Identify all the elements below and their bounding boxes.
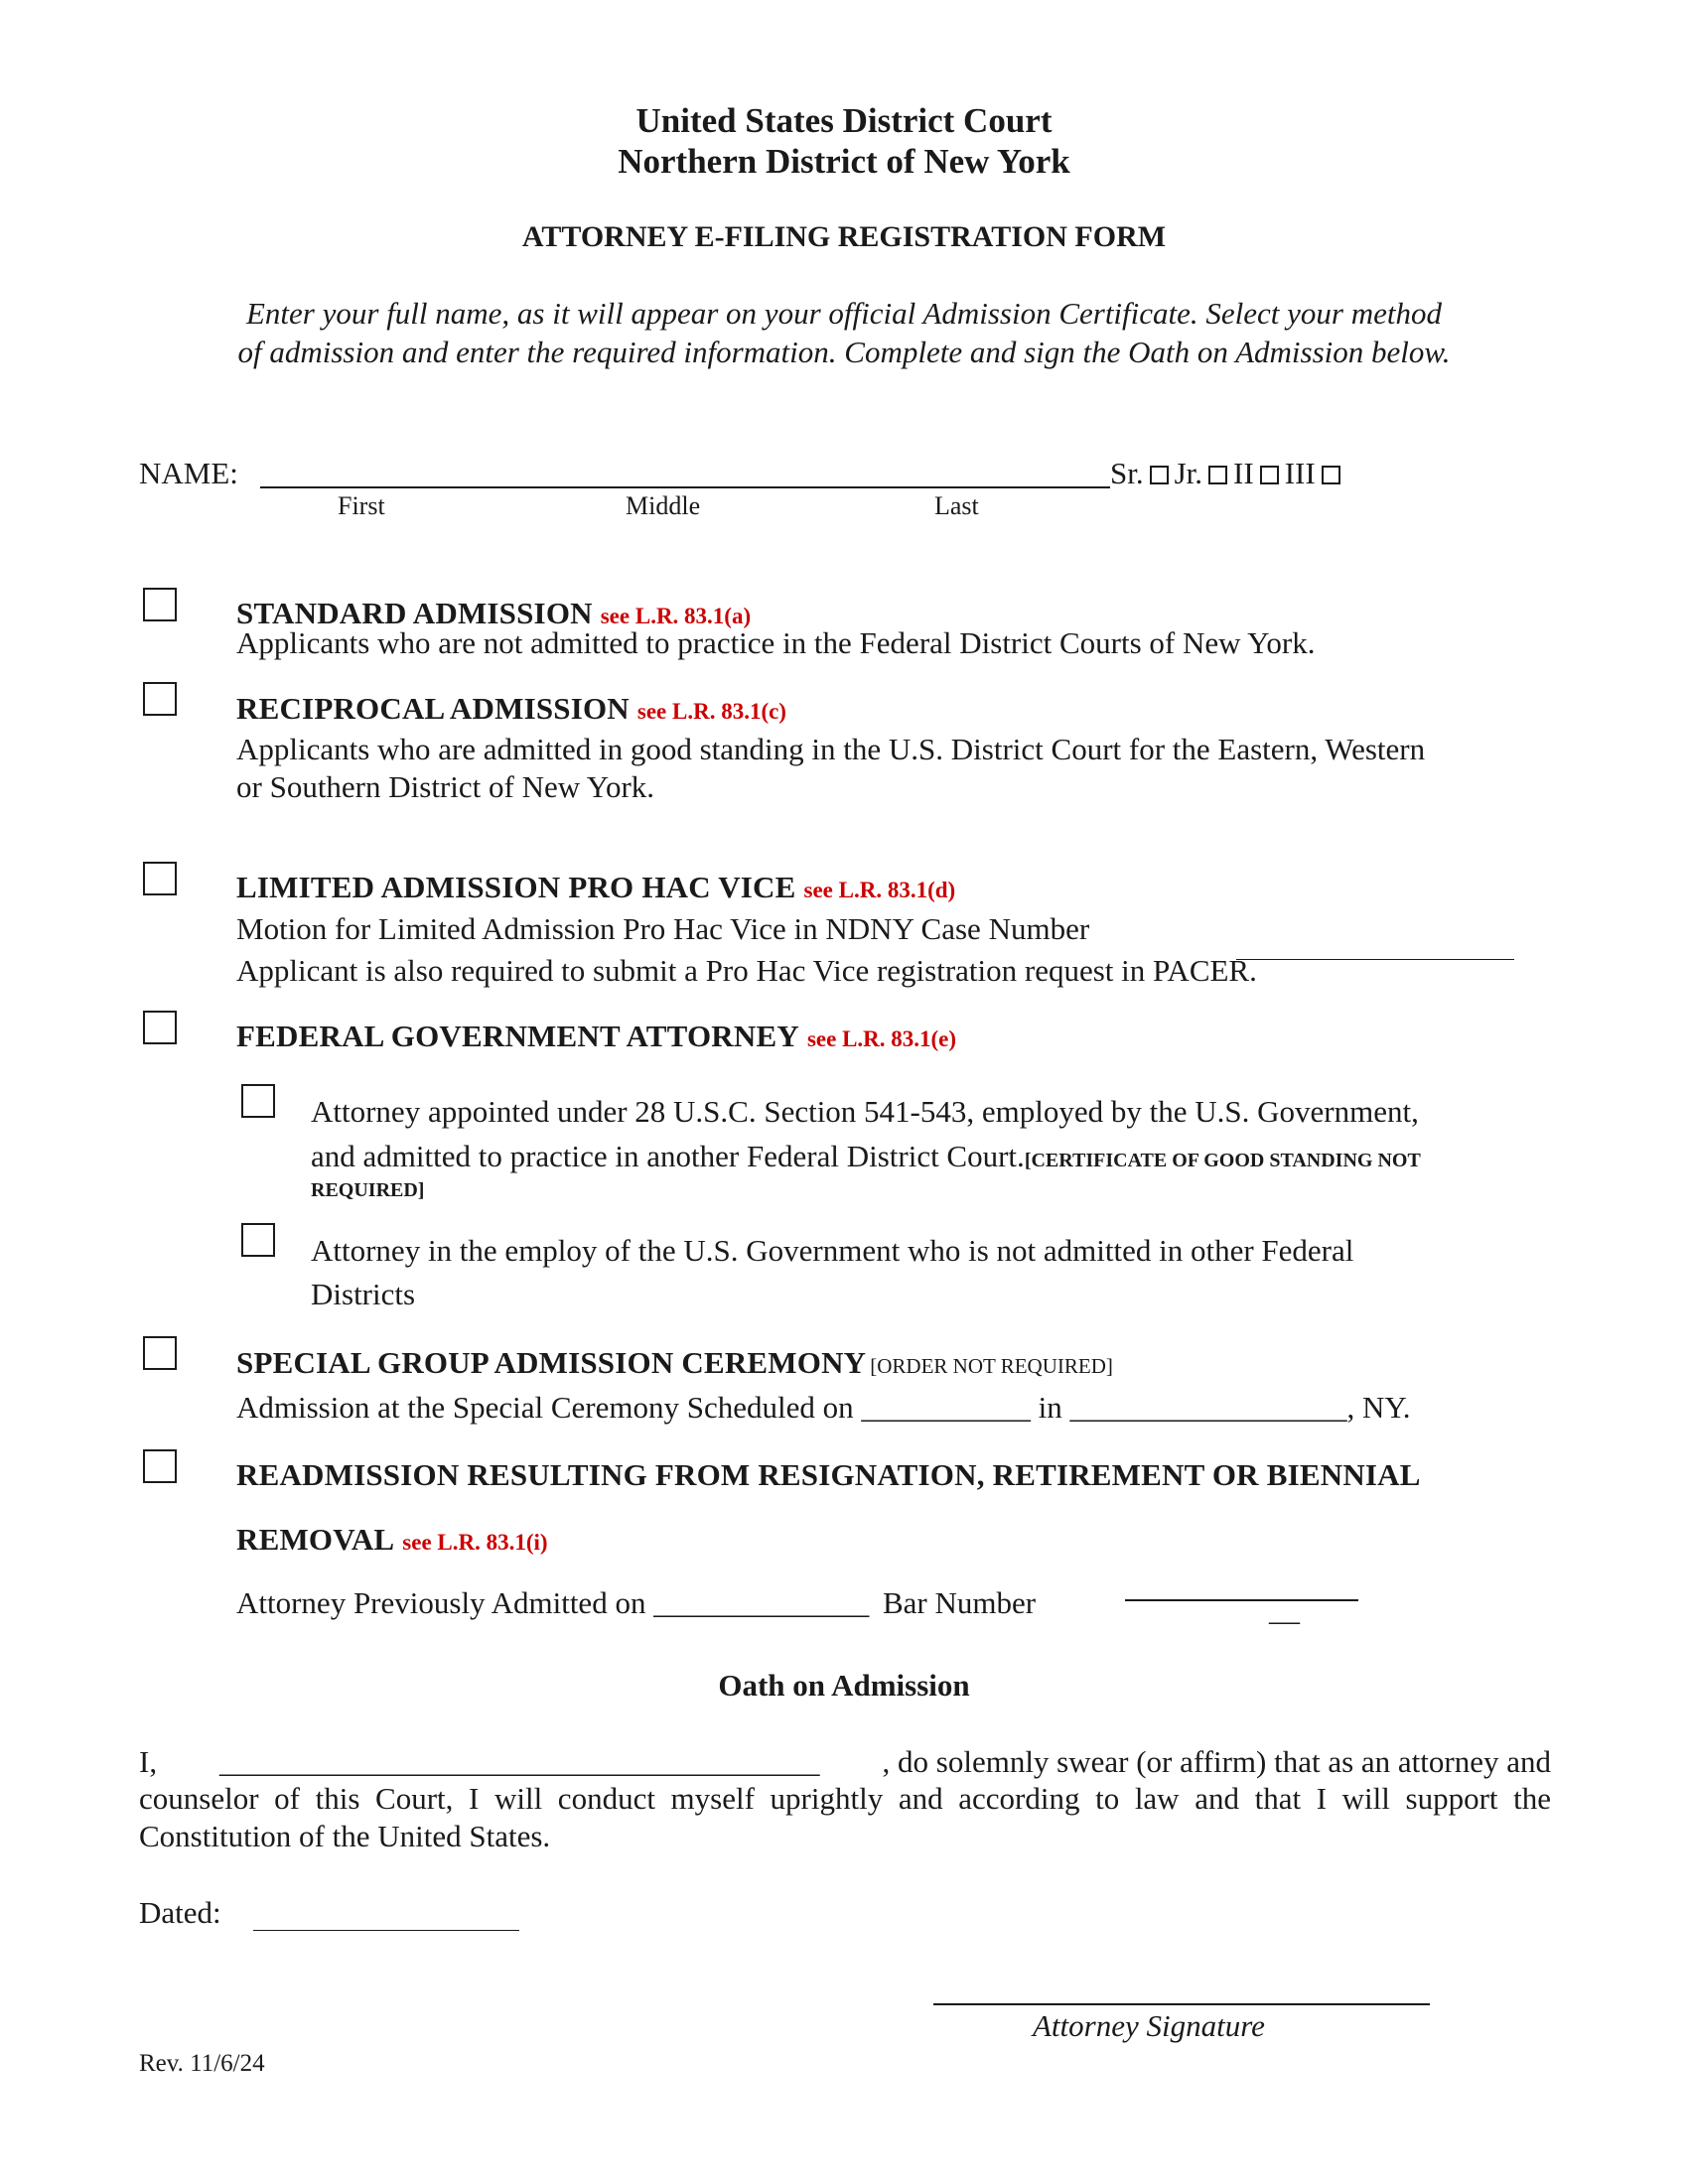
federal-sub1-note: [CERTIFICATE OF GOOD STANDING NOT [1024,1150,1421,1171]
special-ceremony-in: in [1038,1390,1062,1425]
dated-input[interactable] [253,1930,519,1931]
bar-number-tail: __ [1269,1592,1300,1627]
instructions-line-1: Enter your full name, as it will appear on your official Admission Certificate. Select your method [246,296,1442,331]
suffix-ii-checkbox[interactable] [1260,466,1279,484]
readmission-title-2 [236,1522,548,1558]
pro-hac-vice-ref: see L.R. 83.1(d) [803,878,956,902]
suffix-iii-label: III [1284,456,1316,490]
name-input[interactable] [260,456,1104,485]
federal-attorney-ref: see L.R. 83.1(e) [806,1026,957,1051]
federal-sub2-line-1: Attorney in the employ of the U.S. Government who is not admitted in other Federal [311,1233,1354,1268]
suffix-iii-checkbox[interactable] [1322,466,1340,484]
federal-attorney-heading: FEDERAL GOVERNMENT ATTORNEY [236,1019,799,1053]
name-first-label: First [338,491,385,520]
reciprocal-admission-ref: see L.R. 83.1(c) [636,699,786,724]
standard-admission-checkbox[interactable] [143,588,177,621]
special-ceremony-title [236,1345,1113,1381]
reciprocal-admission-heading: RECIPROCAL ADMISSION [236,691,630,726]
federal-sub2-checkbox[interactable] [241,1223,275,1257]
ceremony-date-input[interactable]: ___________ [861,1390,1031,1425]
oath-line-3: Constitution of the United States. [139,1819,551,1853]
special-ceremony-checkbox[interactable] [143,1336,177,1370]
federal-sub1-note-cont: REQUIRED] [311,1179,425,1201]
signature-line[interactable] [933,2003,1430,2005]
pro-hac-vice-desc-2: Applicant is also required to submit a Pro Hac Vice registration request in PACER. [236,953,1257,988]
federal-sub1-line-2 [311,1139,1421,1174]
name-suffix-group [1110,456,1346,491]
oath-name-input[interactable]: _______________________________________ [219,1744,820,1779]
special-ceremony-desc [236,1390,1411,1426]
pro-hac-vice-checkbox[interactable] [143,862,177,895]
readmission-heading-1: READMISSION RESULTING FROM RESIGNATION, RETIREMENT OR BIENNIAL [236,1457,1421,1492]
reciprocal-admission-desc-2: or Southern District of New York. [236,769,655,804]
pro-hac-vice-heading: LIMITED ADMISSION PRO HAC VICE [236,870,796,904]
court-district: Northern District of New York [618,142,1070,181]
signature-label: Attorney Signature [1033,2008,1265,2043]
suffix-jr-label: Jr. [1174,456,1203,490]
case-number-underline[interactable] [1236,959,1514,960]
reciprocal-admission-title [236,691,786,727]
federal-attorney-title [236,1019,956,1054]
reciprocal-admission-checkbox[interactable] [143,682,177,716]
federal-attorney-checkbox[interactable] [143,1011,177,1044]
instructions-line-2: of admission and enter the required information. Complete and sign the Oath on Admission below. [237,335,1451,369]
oath-title: Oath on Admission [718,1668,970,1703]
readmission-prev-label: Attorney Previously Admitted on [236,1585,646,1620]
pro-hac-vice-title [236,870,955,905]
readmission-ref: see L.R. 83.1(i) [402,1530,548,1555]
dated-label: Dated: [139,1895,221,1930]
standard-admission-heading: STANDARD ADMISSION [236,596,593,630]
standard-admission-desc: Applicants who are not admitted to practice in the Federal District Courts of New York. [236,625,1316,660]
oath-line-1-rest: , do solemnly swear (or affirm) that as an attorney and [882,1744,1551,1779]
bar-number-label: Bar Number [882,1585,1037,1620]
oath-line-1 [139,1744,1551,1780]
name-last-label: Last [934,491,979,520]
revision-label: Rev. 11/6/24 [139,2050,265,2077]
court-name: United States District Court [635,101,1053,140]
oath-prefix: I, [139,1744,158,1779]
suffix-ii-label: II [1233,456,1254,490]
name-label: NAME: [139,456,238,490]
standard-admission-ref: see L.R. 83.1(a) [600,604,752,628]
federal-sub2-line-2: Districts [311,1277,416,1311]
name-underline [260,486,1110,488]
readmission-desc [236,1585,1036,1621]
name-middle-label: Middle [626,491,701,520]
readmission-heading-2: REMOVAL [236,1522,395,1557]
oath-line-2: counselor of this Court, I will conduct myself uprightly and according to law and that I will support the [139,1781,1551,1816]
bar-number-input[interactable] [1125,1599,1358,1601]
special-ceremony-suffix: , NY. [1346,1390,1411,1425]
previous-admission-date-input[interactable]: ______________ [653,1585,870,1620]
pro-hac-vice-desc-1: Motion for Limited Admission Pro Hac Vice in NDNY Case Number [236,911,1090,946]
special-ceremony-heading: SPECIAL GROUP ADMISSION CEREMONY [236,1345,867,1380]
special-ceremony-note: [ORDER NOT REQUIRED] [870,1354,1113,1378]
reciprocal-admission-desc-1: Applicants who are admitted in good standing in the U.S. District Court for the Eastern, Western [236,732,1426,766]
suffix-sr-label: Sr. [1110,456,1144,490]
suffix-sr-checkbox[interactable] [1150,466,1169,484]
federal-sub1-text: and admitted to practice in another Federal District Court. [311,1139,1025,1173]
special-ceremony-desc-prefix: Admission at the Special Ceremony Scheduled on [236,1390,854,1425]
form-title: ATTORNEY E-FILING REGISTRATION FORM [521,220,1167,253]
readmission-checkbox[interactable] [143,1449,177,1483]
suffix-jr-checkbox[interactable] [1208,466,1227,484]
federal-sub1-line-1: Attorney appointed under 28 U.S.C. Section 541-543, employed by the U.S. Government, [311,1094,1419,1129]
ceremony-location-input[interactable]: __________________ [1069,1390,1347,1425]
federal-sub1-checkbox[interactable] [241,1084,275,1118]
